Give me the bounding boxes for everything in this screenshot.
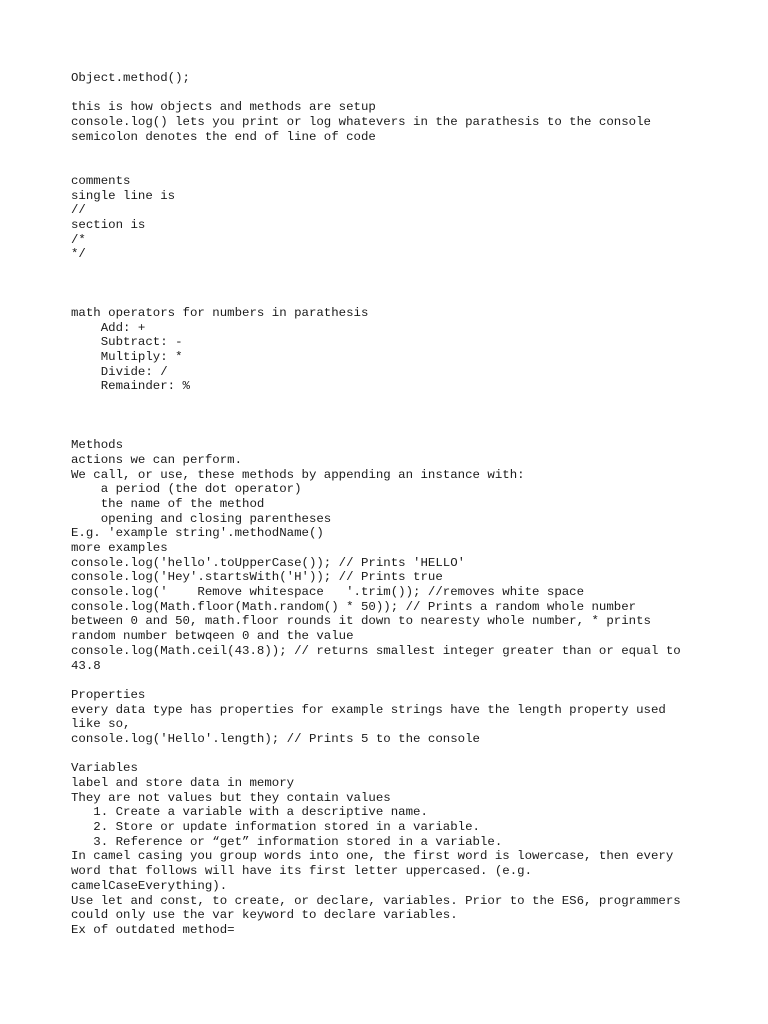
blank-line: [71, 144, 711, 159]
text-line: Use let and const, to create, or declare, variables. Prior to the ES6, programmers: [71, 893, 681, 908]
text-line: Multiply: *: [71, 350, 183, 365]
text-line: console.log(Math.ceil(43.8)); // returns smallest integer greater than or equal to: [71, 643, 681, 658]
text-line: math operators for numbers in parathesis: [71, 306, 369, 320]
document-body: [71, 71, 711, 938]
blank-line: [71, 277, 711, 292]
text-line: Divide: /: [71, 364, 168, 379]
blank-line: [71, 409, 711, 424]
text-line: console.log('hello'.toUpperCase()); // Prints 'HELLO': [71, 555, 466, 570]
text-line: this is how objects and methods are setup: [71, 100, 376, 115]
blank-line: [71, 394, 711, 409]
text-line: In camel casing you group words into one, the first word is lowercase, then every: [71, 849, 674, 864]
text-line: actions we can perform.: [71, 452, 243, 467]
text-line: could only use the var keyword to declare variables.: [71, 908, 458, 923]
text-line: Methods: [71, 438, 124, 453]
text-line: console.log(' Remove whitespace '.trim()); //removes white space: [71, 585, 585, 600]
text-line: Ex of outdated method=: [71, 922, 235, 937]
blank-line: [71, 424, 711, 439]
text-line: Add: +: [71, 320, 146, 335]
text-line: a period (the dot operator): [71, 482, 302, 497]
text-line: They are not values but they contain values: [71, 790, 391, 805]
text-line: label and store data in memory: [71, 776, 295, 790]
text-line: opening and closing parentheses: [71, 511, 332, 526]
text-line: E.g. 'example string'.methodName(): [71, 526, 324, 541]
text-line: //: [71, 203, 86, 218]
blank-line: [71, 159, 711, 174]
text-line: We call, or use, these methods by appending an instance with:: [71, 467, 525, 482]
text-line: */: [71, 247, 86, 262]
text-line: console.log() lets you print or log whatevers in the parathesis to the console: [71, 115, 651, 130]
text-line: semicolon denotes the end of line of code: [71, 129, 376, 144]
text-line: Object.method();: [71, 71, 190, 85]
text-line: 1. Create a variable with a descriptive name.: [71, 805, 428, 820]
blank-line: [71, 673, 711, 688]
blank-line: [71, 747, 711, 762]
text-line: console.log('Hey'.startsWith('H')); // Prints true: [71, 570, 443, 585]
text-line: Subtract: -: [71, 335, 183, 350]
text-line: /*: [71, 232, 86, 247]
blank-line: [71, 262, 711, 277]
text-line: console.log(Math.floor(Math.random() * 50)); // Prints a random whole number: [71, 599, 637, 614]
text-line: like so,: [71, 717, 131, 732]
text-line: word that follows will have its first letter uppercased. (e.g.: [71, 864, 533, 879]
text-line: 2. Store or update information stored in a variable.: [71, 820, 480, 835]
text-line: single line is: [71, 188, 176, 203]
text-line: 43.8: [71, 658, 101, 673]
text-line: section is: [71, 217, 146, 232]
text-line: comments: [71, 173, 131, 188]
text-line: Variables: [71, 761, 138, 776]
text-line: every data type has properties for example strings have the length property used: [71, 702, 666, 717]
blank-line: [71, 291, 711, 306]
text-line: more examples: [71, 541, 168, 555]
text-line: random number betwqeen 0 and the value: [71, 629, 354, 644]
blank-line: [71, 86, 711, 101]
text-line: camelCaseEverything).: [71, 878, 228, 893]
text-line: console.log('Hello'.length); // Prints 5 to the console: [71, 731, 480, 746]
text-line: the name of the method: [71, 496, 265, 511]
text-line: 3. Reference or “get” information stored in a variable.: [71, 834, 503, 849]
text-line: Remainder: %: [71, 379, 190, 394]
text-line: between 0 and 50, math.floor rounds it down to nearesty whole number, * prints: [71, 614, 651, 629]
text-line: Properties: [71, 687, 146, 702]
